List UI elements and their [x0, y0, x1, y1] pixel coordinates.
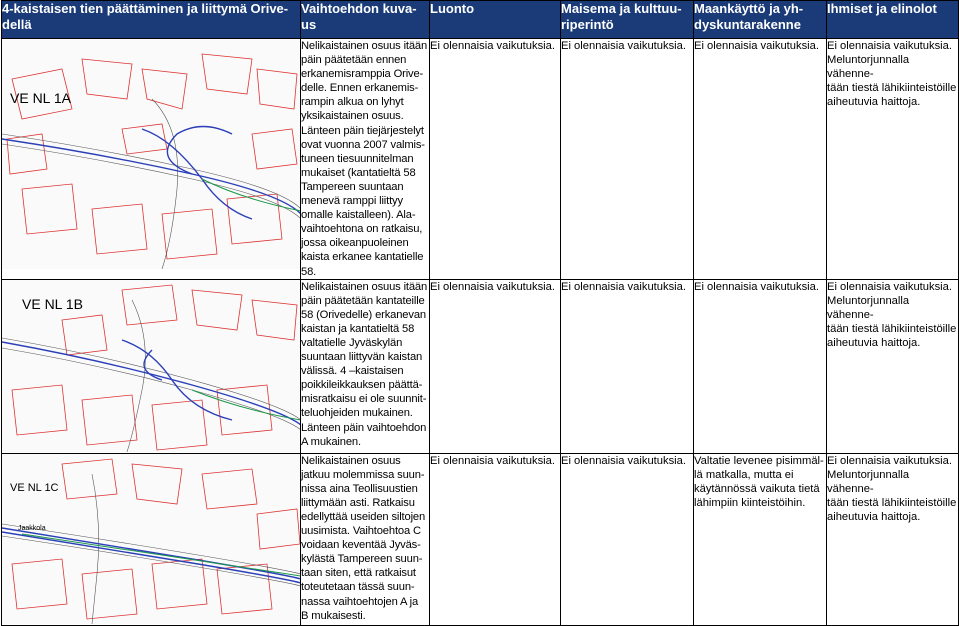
- map-label: VE NL 1C: [10, 481, 59, 494]
- header-row: [2, 1, 959, 39]
- map-cell: [2, 279, 301, 453]
- plan-map-1a: [2, 39, 301, 269]
- option-description: Nelikaistainen osuus jatkuu molemmissa suun- nissa aina Teollisuustien liittymään asti. Ratkaisu edellyttää useiden siltojen uusimista. Vaihtoehtoa C voidaan keventää Jyväs- kylästä Tampereen suun- taan siten, että ratkaisut toteutetaan tässä suun- nassa vaihtoehtojen A ja B mukaisesti.: [301, 453, 430, 625]
- map-label: VE NL 1A: [10, 90, 71, 106]
- header-option: 4-kaistaisen tien päättäminen ja liittymä Orive- dellä: [2, 1, 301, 39]
- land-use-impact: Ei olennaisia vaikutuksia.: [694, 39, 827, 280]
- header-landscape: Maisema ja kulttuu- riperintö: [561, 1, 694, 39]
- nature-impact: Ei olennaisia vaikutuksia.: [430, 39, 561, 280]
- table-row: [2, 279, 959, 453]
- map-label: VE NL 1B: [22, 295, 83, 312]
- land-use-impact: Ei olennaisia vaikutuksia.: [694, 279, 827, 453]
- landscape-impact: Ei olennaisia vaikutuksia.: [561, 279, 694, 453]
- header-people: Ihmiset ja elinolot: [827, 1, 959, 39]
- plan-map-1b: [2, 280, 301, 452]
- header-nature: Luonto: [430, 1, 561, 39]
- option-description: Nelikaistainen osuus itään päin päätetään ennen erkanemisramppia Orive- delle. Ennen erkanemis- rampin alkua on lyhyt yksikaistainen osuus. Länteen päin tiejärjestelyt ovat vuonna 2007 valmis- tuneen tiesuunnitelman mukaiset (kantatieltä 58 Tampereen suuntaan menevä ramppi liittyy omalle kaistalleen). Ala- vaihtoehtona on ratkaisu, jossa oikeanpuoleinen kaista erkanee kantatielle 58.: [301, 39, 430, 280]
- header-description: Vaihtoehdon kuva- us: [301, 1, 430, 39]
- landscape-impact: Ei olennaisia vaikutuksia.: [561, 453, 694, 625]
- map-cell: [2, 453, 301, 625]
- people-impact: Ei olennaisia vaikutuksia. Meluntorjunnalla vähenne- tään tiestä lähikiinteistöille aiheutuvia haittoja.: [827, 453, 959, 625]
- map-cell: [2, 39, 301, 280]
- comparison-table: [1, 0, 959, 626]
- table-row: [2, 39, 959, 280]
- people-impact: Ei olennaisia vaikutuksia. Meluntorjunnalla vähenne- tään tiestä lähikiinteistöille aiheutuvia haittoja.: [827, 279, 959, 453]
- land-use-impact: Valtatie levenee pisimmäl- lä matkalla, mutta ei käytännössä vaikuta tietä lähimpiin kiinteistöihin.: [694, 453, 827, 625]
- nature-impact: Ei olennaisia vaikutuksia.: [430, 279, 561, 453]
- landscape-impact: Ei olennaisia vaikutuksia.: [561, 39, 694, 280]
- header-land-use: Maankäyttö ja yh- dyskuntarakenne: [694, 1, 827, 39]
- map-sublabel: Jaakkola: [18, 524, 46, 532]
- nature-impact: Ei olennaisia vaikutuksia.: [430, 453, 561, 625]
- option-description: Nelikaistainen osuus itään päin päätetään kantateille 58 (Orivedelle) erkanevan kaistan ja kantatieltä 58 valtatielle Jyväskylän suuntaan liittyvän kaistan välissä. 4 –kaistaisen poikkileikkauksen päättä- misratkaisu ei ole suunnit- teluohjeiden mukainen. Länteen päin vaihtoehdon A mukainen.: [301, 279, 430, 453]
- people-impact: Ei olennaisia vaikutuksia. Meluntorjunnalla vähenne- tään tiestä lähikiinteistöille aiheutuvia haittoja.: [827, 39, 959, 280]
- plan-map-1c: [2, 454, 301, 624]
- table-row: [2, 453, 959, 625]
